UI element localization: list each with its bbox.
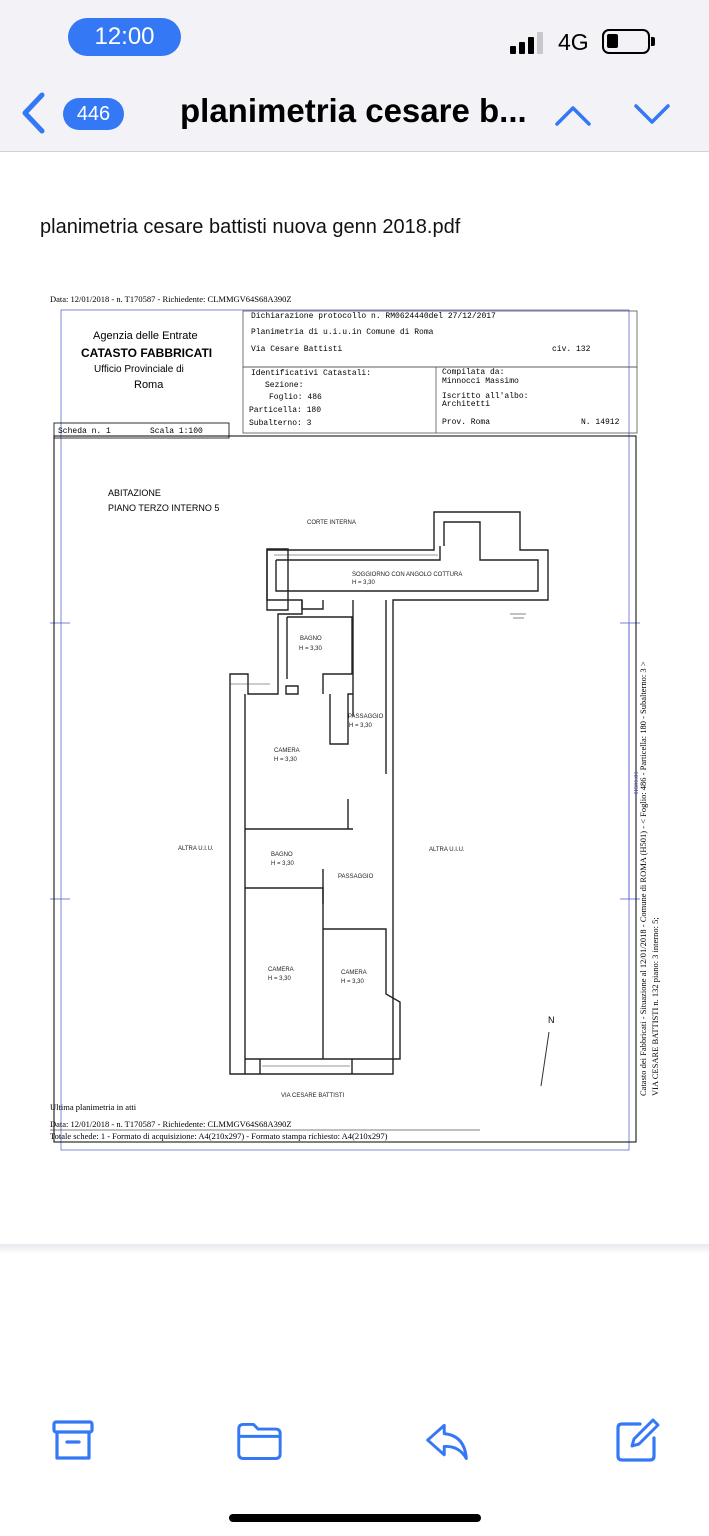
doc-top-line: Data: 12/01/2018 - n. T170587 - Richiedente: CLMMGV64S68A390Z <box>50 294 292 304</box>
agency-line3: Ufficio Provinciale di <box>94 364 184 375</box>
footer-line3: Totale schede: 1 - Formato di acquisizione: A4(210x297) - Formato stampa richiesto: A4(210x297) <box>50 1131 388 1141</box>
foglio: Foglio: 486 <box>269 393 322 402</box>
label-altra-right: ALTRA U.I.U. <box>429 847 465 853</box>
side-text-2: VIA CESARE BATTISTI n. 132 piano: 3 interno: 5; <box>650 917 660 1096</box>
ident-title: Identificativi Catastali: <box>251 369 372 378</box>
label-soggiorno-h: H = 3,30 <box>352 580 375 586</box>
navigation-bar <box>0 74 709 152</box>
province: Prov. Roma <box>442 418 491 427</box>
north-arrow <box>541 1032 549 1086</box>
label-soggiorno: SOGGIORNO CON ANGOLO COTTURA <box>352 572 463 578</box>
scala: Scala 1:100 <box>150 427 203 436</box>
civ: civ. 132 <box>552 345 591 354</box>
label-street: VIA CESARE BATTISTI <box>281 1093 345 1099</box>
side-text-1: Catasto dei Fabbricati - Situazione al 12/01/2018 - Comune di ROMA (H501) - < Foglio: 486 - Particella: 180 - Subalterno: 3 > <box>638 661 648 1096</box>
attachment-file-name[interactable]: planimetria cesare battisti nuova genn 2018.pdf <box>40 216 461 238</box>
plan-heading2: PIANO TERZO INTERNO 5 <box>108 503 220 513</box>
label-altra-left: ALTRA U.I.U. <box>178 846 214 852</box>
label-passaggio-1-h: H = 3,30 <box>349 723 372 729</box>
status-time[interactable]: 12:00 <box>68 18 181 56</box>
street: Via Cesare Battisti <box>251 345 343 354</box>
home-indicator[interactable] <box>229 1514 481 1522</box>
chevron-down-icon[interactable] <box>632 100 672 130</box>
signal-icon <box>510 30 548 54</box>
back-count-badge[interactable]: 446 <box>63 98 124 130</box>
label-camera-1: CAMERA <box>274 748 300 754</box>
doc-number: N. 14912 <box>581 418 620 427</box>
back-chevron-icon[interactable] <box>20 91 48 135</box>
label-bagno-2-h: H = 3,30 <box>271 861 294 867</box>
label-camera-1-h: H = 3,30 <box>274 757 297 763</box>
label-bagno-2: BAGNO <box>271 852 293 858</box>
subalterno: Subalterno: 3 <box>249 419 312 428</box>
footer-line2: Data: 12/01/2018 - n. T170587 - Richiedente: CLMMGV64S68A390Z <box>50 1119 292 1129</box>
battery-icon <box>602 29 650 54</box>
particella: Particella: 180 <box>249 406 322 415</box>
battery-cap <box>651 37 655 46</box>
sezione: Sezione: <box>265 381 304 390</box>
label-corte: CORTE INTERNA <box>307 520 356 526</box>
compiled-by: Minnocci Massimo <box>442 377 519 386</box>
footer-line1: Ultima planimetria in atti <box>50 1102 137 1112</box>
network-label: 4G <box>558 29 589 55</box>
registered-value: Architetti <box>442 400 491 409</box>
label-camera-3: CAMERA <box>341 970 367 976</box>
agency-line1: Agenzia delle Entrate <box>93 330 198 342</box>
reply-icon[interactable] <box>424 1418 470 1464</box>
label-camera-2: CAMERA <box>268 967 294 973</box>
plan-heading1: ABITAZIONE <box>108 488 161 498</box>
chevron-up-icon[interactable] <box>553 100 593 130</box>
archive-icon[interactable] <box>50 1418 96 1464</box>
compose-icon[interactable] <box>614 1418 660 1464</box>
label-bagno-1: BAGNO <box>300 636 322 642</box>
label-passaggio-2: PASSAGGIO <box>338 874 374 880</box>
north-label: N <box>548 1015 555 1025</box>
agency-line4: Roma <box>134 379 164 391</box>
label-camera-2-h: H = 3,30 <box>268 976 291 982</box>
floor-plan-walls <box>230 512 548 1074</box>
window-marks <box>230 555 526 1066</box>
folder-icon[interactable] <box>236 1418 282 1464</box>
label-camera-3-h: H = 3,30 <box>341 979 364 985</box>
floor-plan-document[interactable] <box>40 284 660 1245</box>
scheda: Scheda n. 1 <box>58 427 111 436</box>
compiled-title: Compilata da: <box>442 368 505 377</box>
nav-title: planimetria cesare b... <box>180 92 527 129</box>
side-stamp: H501.01 <box>633 771 640 794</box>
label-passaggio-1: PASSAGGIO <box>348 714 384 720</box>
document-shadow <box>0 1244 709 1254</box>
plan-of: Planimetria di u.i.u.in Comune di Roma <box>251 328 434 337</box>
declaration: Dichiarazione protocollo n. RM0624440del 27/12/2017 <box>251 312 496 321</box>
status-bar <box>0 0 709 74</box>
registered-title: Iscritto all'albo: <box>442 392 529 401</box>
agency-line2: CATASTO FABBRICATI <box>81 346 213 360</box>
label-bagno-1-h: H = 3,30 <box>299 646 322 652</box>
